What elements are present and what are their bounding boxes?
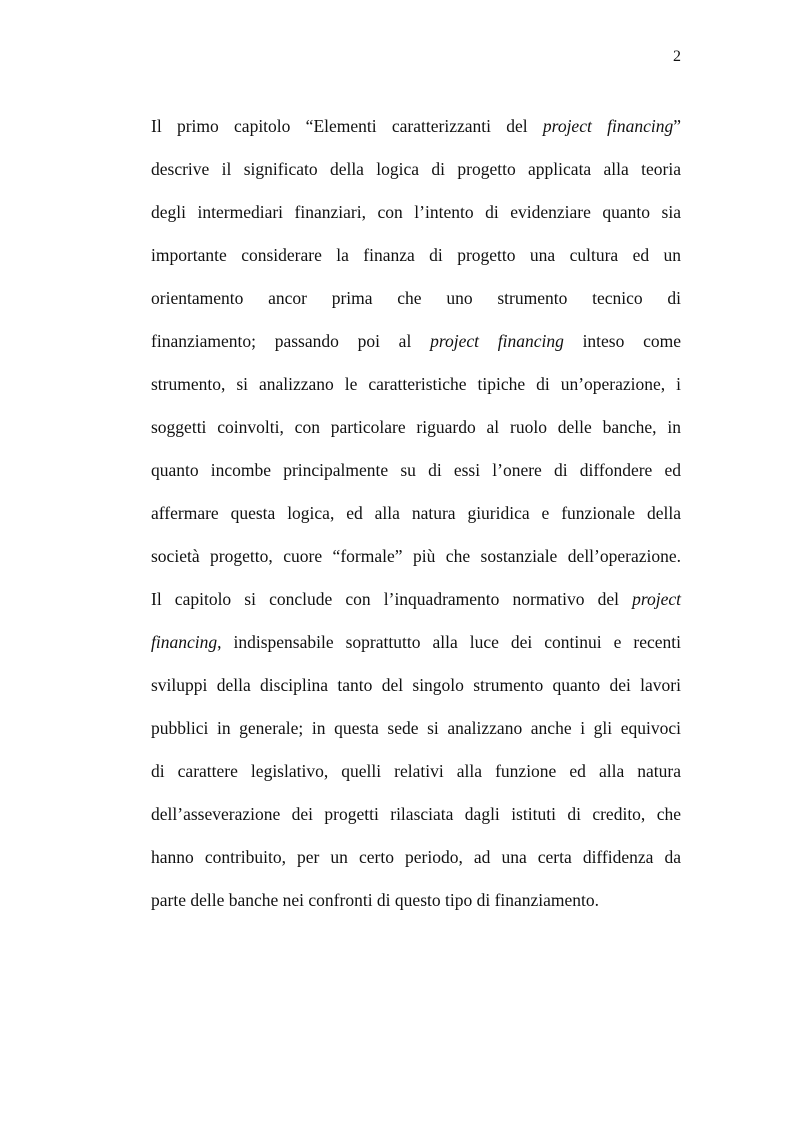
text-segment: parte delle banche nei confronti di questo tipo di finanziamento.: [151, 890, 600, 910]
paragraph-line: [151, 839, 681, 882]
text-segment: finanziamento; passando poi al: [151, 331, 431, 351]
italic-term: project financing: [542, 116, 674, 136]
text-segment: dell’asseverazione dei progetti rilasciata dagli istituti di credito, che: [151, 804, 681, 824]
paragraph-line: [151, 624, 681, 667]
text-segment: strumento, si analizzano le caratteristiche tipiche di un’operazione, i: [151, 374, 681, 394]
italic-term: project: [632, 589, 681, 609]
paragraph-line: [151, 581, 681, 624]
paragraph-line: [151, 194, 681, 237]
text-segment: di carattere legislativo, quelli relativi alla funzione ed alla natura: [151, 761, 681, 781]
paragraph-line: [151, 753, 681, 796]
text-segment: soggetti coinvolti, con particolare riguardo al ruolo delle banche, in: [151, 417, 681, 437]
paragraph-line: [151, 495, 681, 538]
text-segment: descrive il significato della logica di progetto applicata alla teoria: [151, 159, 681, 179]
text-segment: degli intermediari finanziari, con l’intento di evidenziare quanto sia: [151, 202, 681, 222]
text-segment: Il primo capitolo “Elementi caratterizzanti del: [151, 116, 543, 136]
body-paragraph: [151, 108, 681, 925]
paragraph-line: [151, 280, 681, 323]
text-segment: Il capitolo si conclude con l’inquadramento normativo del: [151, 589, 633, 609]
paragraph-line: [151, 452, 681, 495]
paragraph-line: [151, 237, 681, 280]
italic-term: project financing: [430, 331, 564, 351]
paragraph-line: [151, 366, 681, 409]
paragraph-line: [151, 108, 681, 151]
text-segment: , indispensabile soprattutto alla luce dei continui e recenti: [217, 632, 681, 652]
paragraph-line: [151, 667, 681, 710]
paragraph-line: [151, 796, 681, 839]
text-segment: orientamento ancor prima che uno strumento tecnico di: [151, 288, 681, 308]
text-segment: hanno contribuito, per un certo periodo, ad una certa diffidenza da: [151, 847, 681, 867]
text-segment: ”: [673, 116, 681, 136]
paragraph-line: [151, 409, 681, 452]
text-segment: società progetto, cuore “formale” più che sostanziale dell’operazione.: [151, 546, 681, 566]
text-segment: inteso come: [563, 331, 681, 351]
text-segment: importante considerare la finanza di progetto una cultura ed un: [151, 245, 681, 265]
paragraph-line: [151, 710, 681, 753]
text-segment: pubblici in generale; in questa sede si analizzano anche i gli equivoci: [151, 718, 681, 738]
paragraph-line: [151, 882, 681, 925]
text-segment: quanto incombe principalmente su di essi l’onere di diffondere ed: [151, 460, 681, 480]
text-segment: affermare questa logica, ed alla natura giuridica e funzionale della: [151, 503, 681, 523]
paragraph-line: [151, 151, 681, 194]
page-number: 2: [673, 48, 681, 65]
paragraph-line: [151, 323, 681, 366]
italic-term: financing: [151, 632, 218, 652]
text-segment: sviluppi della disciplina tanto del singolo strumento quanto dei lavori: [151, 675, 681, 695]
paragraph-line: [151, 538, 681, 581]
